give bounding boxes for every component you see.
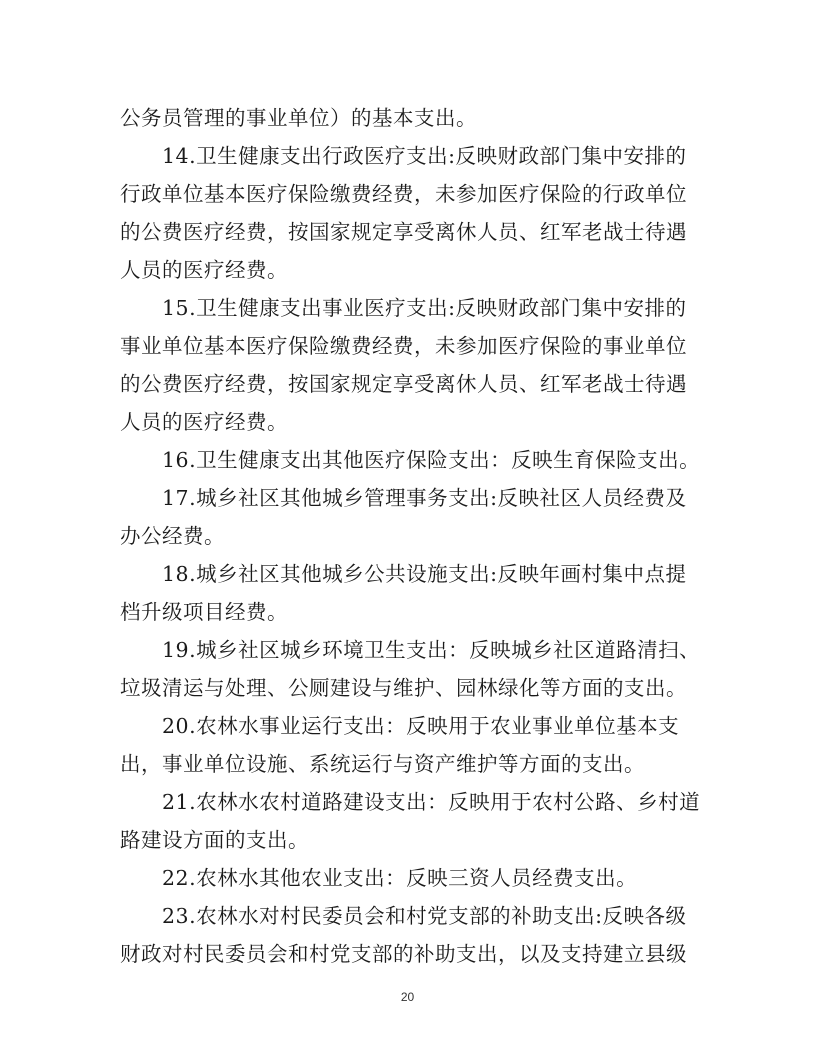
paragraph-16-line: 16.卫生健康支出其他医疗保险支出：反映生育保险支出。 [162, 448, 701, 472]
text-line: 公务员管理的事业单位）的基本支出。 [120, 106, 477, 130]
paragraph-22-line: 22.农林水其他农业支出：反映三资人员经费支出。 [162, 866, 638, 890]
page-number: 20 [400, 990, 415, 1004]
text-line: 的公费医疗经费，按国家规定享受离休人员、红军老战士待遇 [120, 372, 687, 396]
paragraph-18-line: 18.城乡社区其他城乡公共设施支出:反映年画村集中点提 [162, 562, 687, 586]
text-line: 的公费医疗经费，按国家规定享受离休人员、红军老战士待遇 [120, 220, 687, 244]
text-line: 出，事业单位设施、系统运行与资产维护等方面的支出。 [120, 752, 645, 776]
text-line: 档升级项目经费。 [120, 600, 288, 624]
text-line: 办公经费。 [120, 524, 225, 548]
text-line: 行政单位基本医疗保险缴费经费，未参加医疗保险的行政单位 [120, 182, 687, 206]
text-line: 人员的医疗经费。 [120, 410, 288, 434]
text-line: 事业单位基本医疗保险缴费经费，未参加医疗保险的事业单位 [120, 334, 687, 358]
text-line: 财政对村民委员会和村党支部的补助支出，以及支持建立县级 [120, 942, 687, 966]
paragraph-20-line: 20.农林水事业运行支出：反映用于农业事业单位基本支 [162, 714, 680, 738]
text-line: 路建设方面的支出。 [120, 828, 309, 852]
text-line: 人员的医疗经费。 [120, 258, 288, 282]
paragraph-15-line: 15.卫生健康支出事业医疗支出:反映财政部门集中安排的 [162, 296, 687, 320]
paragraph-21-line: 21.农林水农村道路建设支出：反映用于农村公路、乡村道 [162, 790, 701, 814]
paragraph-14-line: 14.卫生健康支出行政医疗支出:反映财政部门集中安排的 [162, 144, 687, 168]
text-line: 垃圾清运与处理、公厕建设与维护、园林绿化等方面的支出。 [120, 676, 687, 700]
paragraph-17-line: 17.城乡社区其他城乡管理事务支出:反映社区人员经费及 [162, 486, 687, 510]
paragraph-23-line: 23.农林水对村民委员会和村党支部的补助支出:反映各级 [162, 904, 687, 928]
paragraph-19-line: 19.城乡社区城乡环境卫生支出：反映城乡社区道路清扫、 [162, 638, 701, 662]
